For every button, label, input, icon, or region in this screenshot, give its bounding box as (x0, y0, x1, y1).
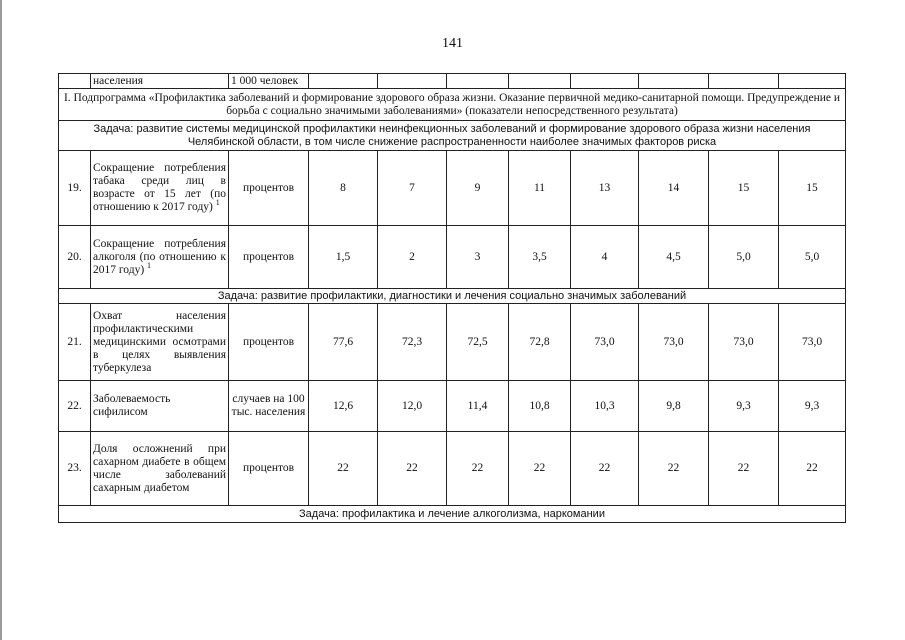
indicator-name (91, 226, 229, 289)
value-cell: 72,5 (447, 304, 509, 381)
value-cell: 22 (378, 432, 447, 506)
row-number: 22. (59, 381, 91, 432)
unit-cell: случаев на 100 тыс. населения (229, 381, 309, 432)
value-cell: 73,0 (571, 304, 639, 381)
value-cell: 10,3 (571, 381, 639, 432)
table-cell (59, 74, 91, 89)
table-row (59, 226, 846, 289)
value-cell: 9 (447, 151, 509, 226)
value-cell: 14 (639, 151, 709, 226)
value-cell: 22 (639, 432, 709, 506)
table-cell (709, 74, 779, 89)
table-cell: населения (91, 74, 229, 89)
indicator-name (91, 432, 229, 506)
indicator-name-text: Охват населения профилактическими медицинскими осмотрами в целях выявления туберкулеза (93, 309, 226, 374)
row-number: 20. (59, 226, 91, 289)
table-cell: 1 000 человек (229, 74, 309, 89)
task-heading: Задача: развитие системы медицинской профилактики неинфекционных заболеваний и формирование здорового образа жизни населения Челябинской области, в том числе снижение распространенности наиболее значимых факторов риска (59, 121, 846, 151)
table-row (59, 151, 846, 226)
indicator-name (91, 304, 229, 381)
value-cell: 5,0 (709, 226, 779, 289)
value-cell: 15 (709, 151, 779, 226)
unit-cell: процентов (229, 304, 309, 381)
value-cell: 11 (509, 151, 571, 226)
value-cell: 2 (378, 226, 447, 289)
page-number: 141 (442, 36, 463, 51)
value-cell: 11,4 (447, 381, 509, 432)
value-cell: 9,3 (779, 381, 846, 432)
page-edge (0, 0, 2, 640)
value-cell: 22 (447, 432, 509, 506)
subprogram-heading: I. Подпрограмма «Профилактика заболеваний и формирование здорового образа жизни. Оказание первичной медико-санитарной помощи. Предупреждение и борьба с социально значимыми заболеваниями» (показатели непосредственного результата) (59, 89, 846, 121)
footnote-mark: 1 (147, 260, 152, 270)
value-cell: 15 (779, 151, 846, 226)
indicator-name-text: Заболеваемость сифилисом (93, 393, 171, 418)
value-cell: 3 (447, 226, 509, 289)
table-row (59, 304, 846, 381)
value-cell: 5,0 (779, 226, 846, 289)
indicators-table (58, 73, 846, 523)
table-cell (509, 74, 571, 89)
value-cell: 12,0 (378, 381, 447, 432)
row-number: 19. (59, 151, 91, 226)
value-cell: 77,6 (309, 304, 378, 381)
table-cell (571, 74, 639, 89)
indicator-name-text: Сокращение потребления табака среди лиц в возрасте от 15 лет (по отношению к 2017 году) (93, 162, 226, 213)
task-heading: Задача: профилактика и лечение алкоголизма, наркомании (59, 506, 846, 523)
row-number: 23. (59, 432, 91, 506)
unit-cell: процентов (229, 151, 309, 226)
value-cell: 73,0 (639, 304, 709, 381)
row-number: 21. (59, 304, 91, 381)
value-cell: 73,0 (779, 304, 846, 381)
value-cell: 72,8 (509, 304, 571, 381)
value-cell: 9,3 (709, 381, 779, 432)
indicator-name (91, 381, 229, 432)
table-cell (779, 74, 846, 89)
value-cell: 22 (779, 432, 846, 506)
value-cell: 22 (509, 432, 571, 506)
value-cell: 73,0 (709, 304, 779, 381)
table-cell (639, 74, 709, 89)
value-cell: 4,5 (639, 226, 709, 289)
task-row (59, 121, 846, 151)
unit-cell: процентов (229, 226, 309, 289)
value-cell: 13 (571, 151, 639, 226)
task-row (59, 506, 846, 523)
value-cell: 7 (378, 151, 447, 226)
value-cell: 1,5 (309, 226, 378, 289)
value-cell: 10,8 (509, 381, 571, 432)
value-cell: 8 (309, 151, 378, 226)
value-cell: 3,5 (509, 226, 571, 289)
table-row (59, 432, 846, 506)
value-cell: 12,6 (309, 381, 378, 432)
table-cell (378, 74, 447, 89)
table-cell (309, 74, 378, 89)
value-cell: 72,3 (378, 304, 447, 381)
value-cell: 4 (571, 226, 639, 289)
footnote-mark: 1 (215, 198, 220, 208)
indicator-name (91, 151, 229, 226)
value-cell: 22 (309, 432, 378, 506)
unit-cell: процентов (229, 432, 309, 506)
subprogram-row (59, 89, 846, 121)
indicator-name-text: Доля осложнений при сахарном диабете в общем числе заболеваний сахарным диабетом (93, 442, 226, 494)
value-cell: 22 (709, 432, 779, 506)
table-row-top (59, 74, 846, 89)
table-row (59, 381, 846, 432)
value-cell: 22 (571, 432, 639, 506)
table-cell (447, 74, 509, 89)
task-heading: Задача: развитие профилактики, диагностики и лечения социально значимых заболеваний (59, 289, 846, 304)
value-cell: 9,8 (639, 381, 709, 432)
task-row (59, 289, 846, 304)
indicator-name-text: Сокращение потребления алкоголя (по отношению к 2017 году) (93, 237, 226, 276)
